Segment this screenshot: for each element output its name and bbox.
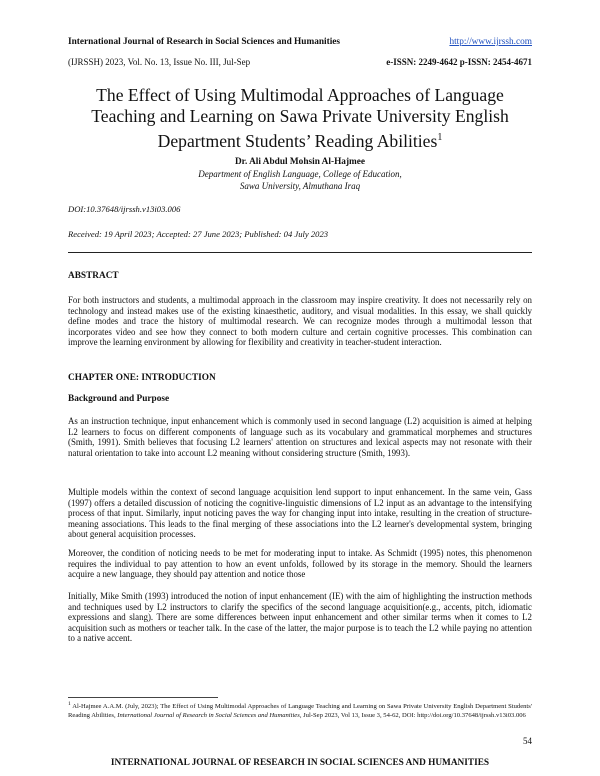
paper-title xyxy=(40,85,560,152)
author-affiliation-2: Sawa University, Almuthana Iraq xyxy=(239,181,361,191)
title-footnote-mark[interactable]: 1 xyxy=(437,132,443,143)
header-divider xyxy=(68,252,532,253)
footnote-text-2: , Jul-Sep 2023, Vol 13, Issue 3, 54-62, DOI: http://doi.org/10.37648/ijrssh.v13i03.006 xyxy=(299,711,526,719)
author-name: Dr. Ali Abdul Mohsin Al-Hajmee xyxy=(234,157,366,167)
title-line-3 xyxy=(40,127,560,152)
footnote xyxy=(68,700,532,721)
footnote-text-1: Al-Hajmee A.A.M. (July, 2023); The Effect of Using Multimodal Approaches of Language Teaching and Learning on Sawa Private University English Department Students' Reading Abilities, xyxy=(68,703,532,719)
title-line-3-text: Department Students’ Reading Abilities xyxy=(157,130,438,151)
publication-dates: Received: 19 April 2023; Accepted: 27 June 2023; Published: 04 July 2023 xyxy=(68,229,329,239)
chapter-heading: CHAPTER ONE: INTRODUCTION xyxy=(68,373,216,383)
title-line-1: The Effect of Using Multimodal Approaches of Language xyxy=(96,85,504,105)
journal-url-link[interactable]: http://www.ijrssh.com xyxy=(449,37,532,47)
journal-footer: INTERNATIONAL JOURNAL OF RESEARCH IN SOCIAL SCIENCES AND HUMANITIES xyxy=(110,758,490,768)
footnote-divider xyxy=(68,697,218,698)
page-number: 54 xyxy=(523,736,532,746)
body-paragraph-2: Multiple models within the context of second language acquisition lend support to input enhancement. In the same vein, Gass (1997) offers a detailed discussion of noticing the cognitive-linguistic dimensions of L2 input as an advantage to the intensifying process of that input. Similarly, input noticing paves the way for changing input into intake, resulting in the creation of structure-meaning associations. This leads to the final merging of these associations into the L2 learner's developmental system, bringing about general acquisition processes. xyxy=(68,487,532,540)
footnote-journal: International Journal of Research in Social Sciences and Humanities xyxy=(117,711,300,719)
body-paragraph-4: Initially, Mike Smith (1993) introduced the notion of input enhancement (IE) with the aim of highlighting the instruction methods and techniques used by L2 instructors to clarify the specifics of the second language acquisition(e.g., accents, pitch, idiomatic expressions and slang). There are some differences between input enhancement and other similar terms when it comes to L2 acquisition such as mothers or teacher talk. In the case of the latter, the major purpose is to teach the L2 while paying no attention to a native accent. xyxy=(68,591,532,644)
body-paragraph-3: Moreover, the condition of noticing needs to be met for moderating input to intake. As Schmidt (1995) notes, this phenomenon requires the individual to pay attention to how an event unfolds, followed by its storage in the memory. Should the learners acquire a new language, they should pay attention and notice those xyxy=(68,548,532,580)
abstract-text: For both instructors and students, a multimodal approach in the classroom may inspire creativity. It does not necessarily rely on technology and instead makes use of the existing kinaesthetic, auditory, and visual modalities. In this essay, we shall quickly define modes and trace the history of multimodal research. We can recognize modes through a multimodal lesson that incorporates video and see how they connect to both modern culture and certain cognitive processes. This combination can improve the learning environment by allowing for flexibility and creativity in teacher-student interaction. xyxy=(68,295,532,348)
footnote-mark: 1 xyxy=(68,701,71,707)
issn-info: e-ISSN: 2249-4642 p-ISSN: 2454-4671 xyxy=(386,57,532,67)
doi: DOI:10.37648/ijrssh.v13i03.006 xyxy=(68,204,181,214)
abstract-heading: ABSTRACT xyxy=(68,271,119,281)
section-subheading: Background and Purpose xyxy=(68,394,170,404)
issue-info: (IJRSSH) 2023, Vol. No. 13, Issue No. III, Jul-Sep xyxy=(68,57,251,67)
author-affiliation-1: Department of English Language, College of Education, xyxy=(198,169,402,179)
body-paragraph-1: As an instruction technique, input enhancement which is commonly used in second language (L2) acquisition is aimed at helping L2 learners to focus on different components of language such as its vocabulary and grammatical morphemes and structures (Smith, 1991). Smith believes that focusing L2 learners' attention on structures and lexical aspects may not resonate with their natural orientation to take into account L2 meaning without considering structure (Smith, 1993). xyxy=(68,416,532,458)
title-line-2: Teaching and Learning on Sawa Private University English xyxy=(91,106,509,126)
journal-name-header: International Journal of Research in Social Sciences and Humanities xyxy=(68,37,341,47)
